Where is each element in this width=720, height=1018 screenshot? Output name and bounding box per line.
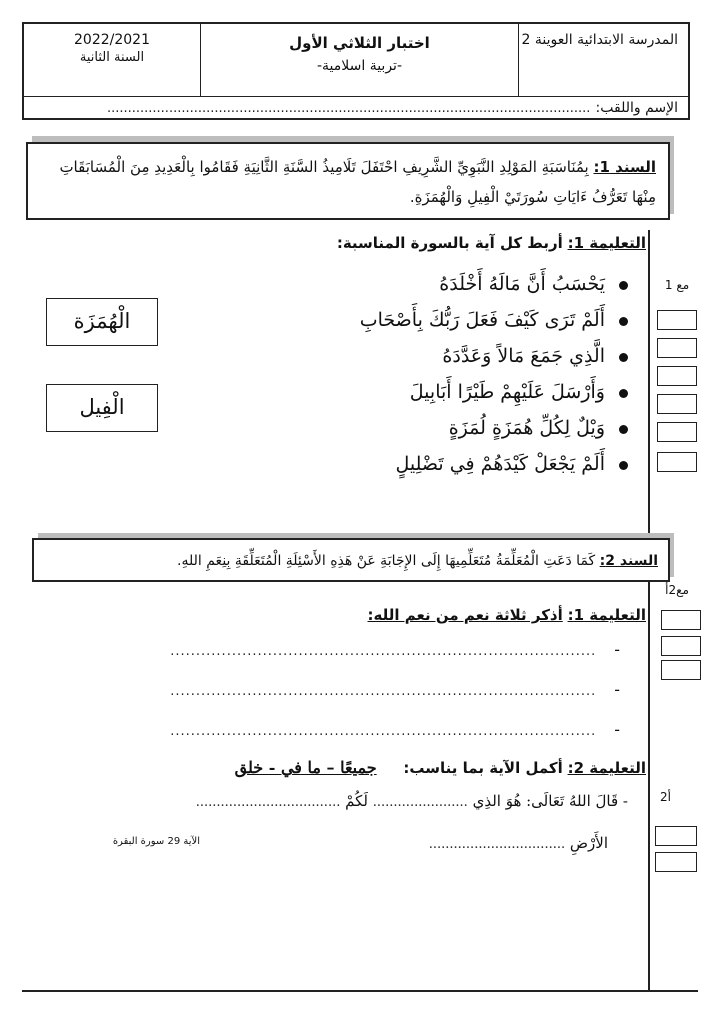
task3-text: أكمل الآية بما يناسب:: [403, 759, 563, 777]
exam-title: اختبار الثلاثي الأول: [289, 34, 430, 52]
answer-lines: [170, 638, 620, 758]
task2-heading: [86, 606, 646, 624]
sanad2-label: السند 2:: [599, 553, 658, 569]
score-box[interactable]: [657, 394, 697, 414]
margin-divider: [648, 230, 650, 990]
subject: -تربية اسلامية-: [316, 58, 403, 74]
score-box[interactable]: [657, 452, 697, 472]
bullet-icon: [619, 317, 628, 326]
verse-blank[interactable]: .................................: [428, 837, 566, 852]
bullet-icon: [619, 281, 628, 290]
answer-line[interactable]: -...................................................................................: [170, 680, 620, 699]
task1-heading: [86, 234, 646, 252]
name-row[interactable]: [24, 96, 688, 121]
task3-choices: جميعًا – ما في - خلق: [234, 758, 377, 777]
sanad1-box: [26, 142, 670, 220]
surah-box-fil[interactable]: الْفِيل: [46, 384, 158, 432]
score-box[interactable]: [661, 660, 701, 680]
task2-text: أذكر ثلاثة نعم من نعم الله:: [367, 606, 563, 624]
sanad2-box: [32, 538, 670, 582]
verse-item[interactable]: أَلَمْ تَرَى كَيْفَ فَعَلَ رَبُّكَ بِأَصْحَابِ: [298, 302, 628, 338]
bullet-icon: [619, 353, 628, 362]
score-box[interactable]: [657, 366, 697, 386]
verse-blank[interactable]: ...................................: [195, 795, 341, 810]
school-name: المدرسة الابتدائية العوينة 2: [521, 32, 678, 48]
sanad1-text: بِمُنَاسَبَةِ المَوْلِدِ النَّبَوِيِّ الشَّرِيفِ احْتَفَلَ تَلَامِيذُ السَّنَةِ الثَّانِيَةِ فَقَامُوا بِالْعَدِيدِ مِنَ الْمُسَابَقَاتِ مِنْهَا تَعَرُّفُ ءَايَاتِ سُورَتَيْ الْفِيلِ وَالْهُمَزَةِ.: [59, 158, 656, 206]
task3-score-label: أ2: [660, 790, 671, 804]
bullet-icon: [619, 461, 628, 470]
answer-line[interactable]: -...................................................................................: [170, 720, 620, 739]
verse-blank[interactable]: .......................: [372, 795, 468, 810]
task3-heading: [86, 758, 646, 777]
task2-score-label: مع2أ: [665, 583, 689, 597]
verse-word: الأَرْضِ: [569, 834, 608, 852]
name-label: الإسم واللقب:: [595, 100, 678, 116]
score-box[interactable]: [655, 826, 697, 846]
verse-fill-line1[interactable]: [88, 792, 628, 810]
bullet-icon: [619, 389, 628, 398]
surah-box-humaza[interactable]: الْهُمَزَة: [46, 298, 158, 346]
verse-item[interactable]: وَأَرْسَلَ عَلَيْهِمْ طَيْرًا أَبَابِيلَ: [298, 374, 628, 410]
task1-score-label: مع 1: [664, 278, 690, 292]
verse-mid: لَكُمْ: [345, 792, 368, 810]
header-table: [22, 22, 690, 120]
grade: السنة الثانية: [79, 50, 145, 65]
verse-start: - قَالَ اللهُ تَعَالَى: هُوَ الذِي: [472, 792, 628, 810]
sanad2-text: كَمَا دَعَتِ الْمُعَلِّمَةُ مُتَعَلِّمِيهَا إِلَى الإِجَابَةِ عَنْ هَذِهِ الأَسْئِلَةِ الْمُتَعَلِّقَةِ بِنِعَمِ اللهِ.: [177, 553, 596, 569]
name-dots: .....................................................................................................................: [106, 101, 591, 116]
score-box[interactable]: [657, 338, 697, 358]
task1-text: أربط كل آية بالسورة المناسبة:: [336, 234, 563, 252]
score-box[interactable]: [657, 422, 697, 442]
verse-item[interactable]: وَيْلٌ لِكُلِّ هُمَزَةٍ لُمَزَةٍ: [298, 410, 628, 446]
task1-label: التعليمة 1:: [567, 234, 646, 252]
verse-item[interactable]: يَحْسَبُ أَنَّ مَالَهُ أَخْلَدَهُ: [298, 266, 628, 302]
verse-item[interactable]: أَلَمْ يَجْعَلْ كَيْدَهُمْ فِي تَضْلِيلٍ: [298, 446, 628, 482]
title-cell: [200, 24, 518, 96]
score-box[interactable]: [661, 636, 701, 656]
sanad1-label: السند 1:: [593, 158, 656, 176]
score-box[interactable]: [661, 610, 701, 630]
verse-fill-line2[interactable]: [308, 834, 608, 852]
task3-label: التعليمة 2:: [567, 759, 646, 777]
school-cell: [518, 24, 688, 96]
verse-reference: الآية 29 سورة البقرة: [112, 836, 200, 847]
score-box[interactable]: [657, 310, 697, 330]
verse-item[interactable]: الَّذِي جَمَعَ مَالاً وَعَدَّدَهُ: [298, 338, 628, 374]
answer-line[interactable]: -...................................................................................: [170, 640, 620, 659]
verses-list: [298, 266, 628, 482]
bullet-icon: [619, 425, 628, 434]
school-year: 2022/2021: [74, 32, 150, 48]
bottom-rule: [22, 990, 698, 992]
task2-label: التعليمة 1:: [567, 606, 646, 624]
year-cell: [24, 24, 200, 96]
score-box[interactable]: [655, 852, 697, 872]
